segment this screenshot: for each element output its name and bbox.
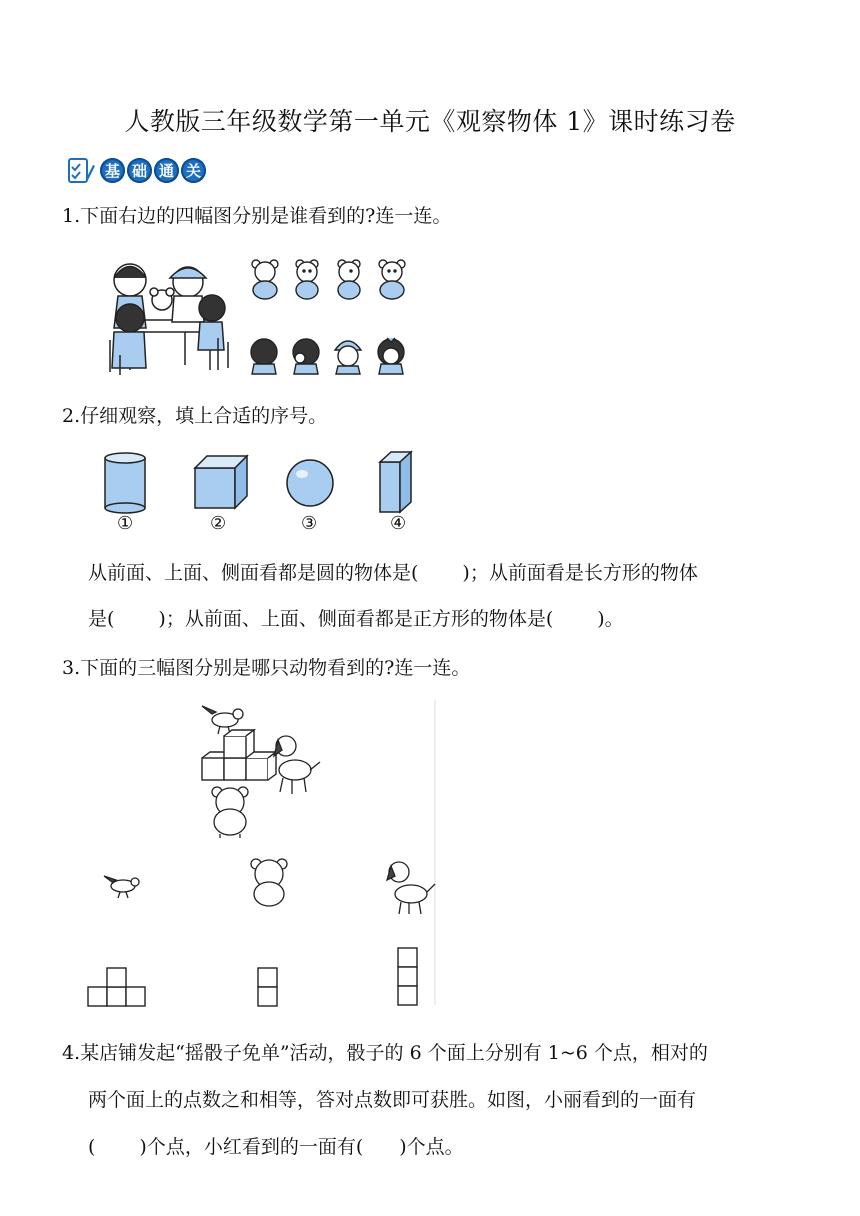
- badge-char: 础: [127, 158, 152, 183]
- label-3: ③: [301, 513, 318, 534]
- badge-char: 通: [154, 158, 179, 183]
- q4-text: )个点，小红看到的一面有(: [139, 1136, 364, 1158]
- sphere-shape: [287, 460, 333, 506]
- view-shape: [88, 968, 145, 1006]
- badge-char: 关: [181, 158, 206, 183]
- cylinder-shape: [105, 453, 145, 513]
- question-4-line-2: 两个面上的点数之和相等，答对点数即可获胜。如图，小丽看到的一面有: [88, 1089, 697, 1111]
- q2-solids-figure: [95, 448, 425, 518]
- badge-char: 基: [100, 158, 125, 183]
- cube-stack-shape: [202, 730, 276, 780]
- children-head-views-row: [251, 338, 404, 374]
- label-2: ②: [210, 513, 227, 534]
- question-4-line-1: 4.某店铺发起“摇骰子免单”活动，骰子的 6 个面上分别有 1~6 个点，相对的: [62, 1042, 708, 1064]
- question-3: 3.下面的三幅图分别是哪只动物看到的?连一连。: [62, 657, 471, 679]
- q2-text: )；从前面、上面、侧面看都是正方形的物体是(: [158, 608, 554, 630]
- cube-shape: [195, 456, 247, 508]
- question-4-line-3: [88, 1134, 464, 1160]
- bear-icon: [251, 859, 287, 906]
- question-2: 2.仔细观察，填上合适的序号。: [62, 405, 328, 427]
- label-1: ①: [117, 513, 134, 534]
- checklist-pencil-icon: [66, 155, 96, 185]
- q2-text: 从前面、上面、侧面看都是圆的物体是(: [88, 562, 419, 584]
- question-1: 1.下面右边的四幅图分别是谁看到的?连一连。: [62, 205, 452, 227]
- children-around-table-illustration: [110, 264, 228, 375]
- q2-line-2: [88, 606, 624, 632]
- q2-text: )；从前面看是长方形的物体: [462, 562, 698, 584]
- page-title: 人教版三年级数学第一单元《观察物体 1》课时练习卷: [124, 107, 736, 136]
- q4-text: )个点。: [399, 1136, 464, 1158]
- dog-icon: [274, 736, 320, 794]
- view-shape: [258, 968, 277, 1006]
- section-badge: [66, 154, 206, 186]
- bear-icon: [212, 787, 248, 838]
- q2-text: )。: [597, 608, 624, 630]
- q2-line-1: [88, 560, 698, 586]
- q4-text: (: [88, 1136, 96, 1158]
- bear-views-row: [252, 260, 405, 299]
- q2-text: 是(: [88, 608, 115, 630]
- bird-icon: [104, 876, 139, 898]
- view-shape: [398, 948, 417, 1005]
- q1-figure: [100, 250, 420, 380]
- label-4: ④: [390, 513, 407, 534]
- q3-figure: [80, 700, 450, 1010]
- cuboid-shape: [380, 452, 411, 512]
- dog-icon: [387, 862, 435, 914]
